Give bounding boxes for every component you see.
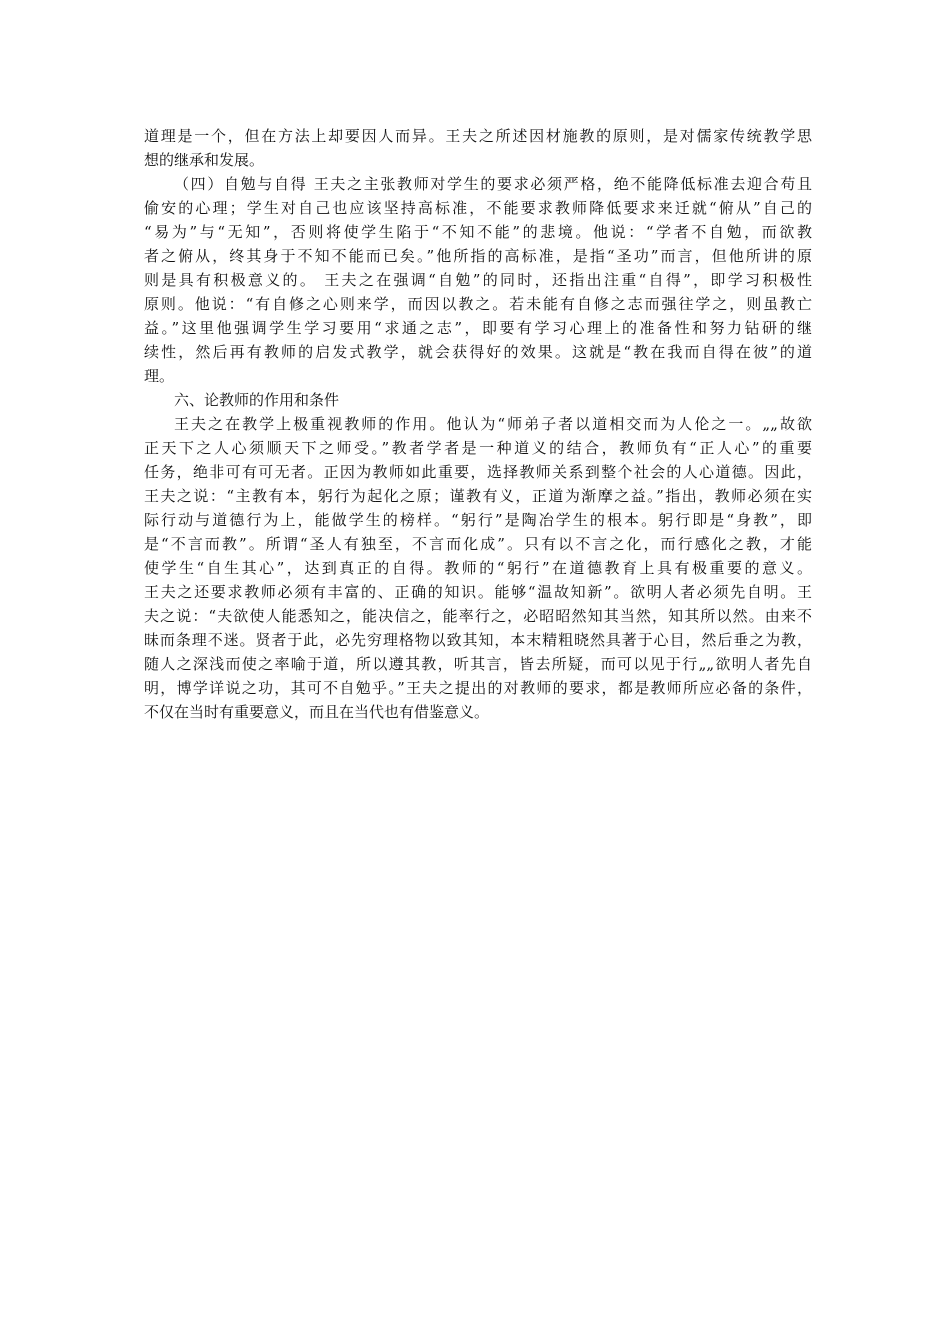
text-line: 际行动与道德行为上，能做学生的榜样。“躬行”是陶冶学生的根本。躬行即是“身教”，即: [144, 511, 812, 529]
text-line: 正天下之人心须顺天下之师受。”教者学者是一种道义的结合，教师负有“正人心”的重要: [144, 439, 812, 457]
text-line: 原则。他说：“有自修之心则来学，而因以教之。若未能有自修之志而强往学之，则虽教亡: [144, 295, 812, 313]
text-line: 王夫之还要求教师必须有丰富的、正确的知识。能够“温故知新”。欲明人者必须先自明。王: [144, 583, 812, 601]
text-line: 不仅在当时有重要意义，而且在当代也有借鉴意义。: [144, 703, 490, 721]
text-line: 随人之深浅而使之率喻于道，所以遵其教，听其言，皆去所疑，而可以见于行„„欲明人者先自: [144, 655, 812, 673]
text-line: 任务，绝非可有可无者。正因为教师如此重要，选择教师关系到整个社会的人心道德。因此，: [144, 463, 812, 481]
text-line: 王夫之说：“主教有本，躬行为起化之原；谨教有义，正道为渐摩之益。”指出，教师必须在实: [144, 487, 812, 505]
text-line: 昧而条理不迷。贤者于此，必先穷理格物以致其知，本末精粗晓然具著于心目，然后垂之为教，: [144, 631, 812, 649]
text-line: 益。”这里他强调学生学习要用“求通之志”，即要有学习心理上的准备性和努力钻研的继: [144, 319, 812, 337]
section-heading: 六、论教师的作用和条件: [174, 391, 340, 409]
text-line: “易为”与“无知”，否则将使学生陷于“不知不能”的悲境。他说：“学者不自勉，而欲教: [144, 223, 812, 241]
text-line: 者之俯从，终其身于不知不能而已矣。”他所指的高标准，是指“圣功”而言，但他所讲的原: [144, 247, 812, 265]
text-line: 是“不言而教”。所谓“圣人有独至，不言而化成”。只有以不言之化，而行感化之教，才能: [144, 535, 812, 553]
text-line: 夫之说：“夫欲使人能悉知之，能决信之，能率行之，必昭昭然知其当然，知其所以然。由来不: [144, 607, 812, 625]
document-body: [144, 124, 812, 724]
text-line: 道理是一个，但在方法上却要因人而异。王夫之所述因材施教的原则，是对儒家传统教学思: [144, 127, 812, 145]
text-line: 偷安的心理；学生对自己也应该坚持高标准，不能要求教师降低要求来迁就“俯从”自己的: [144, 199, 812, 217]
text-line: 王夫之在教学上极重视教师的作用。他认为“师弟子者以道相交而为人伦之一。„„故欲: [174, 415, 812, 433]
text-line: 使学生“自生其心”，达到真正的自得。教师的“躬行”在道德教育上具有极重要的意义。: [144, 559, 812, 577]
text-line: 明，博学详说之功，其可不自勉乎。”王夫之提出的对教师的要求，都是教师所应必备的条件，: [144, 679, 812, 697]
text-line: 续性，然后再有教师的启发式教学，就会获得好的效果。这就是“教在我而自得在彼”的道: [144, 343, 812, 361]
text-line: 则是具有积极意义的。 王夫之在强调“自勉”的同时，还指出注重“自得”，即学习积极性: [144, 271, 812, 289]
text-line: 理。: [144, 367, 175, 385]
text-line: 想的继承和发展。: [144, 151, 265, 169]
text-line: （四）自勉与自得 王夫之主张教师对学生的要求必须严格，绝不能降低标准去迎合苟且: [174, 175, 812, 193]
